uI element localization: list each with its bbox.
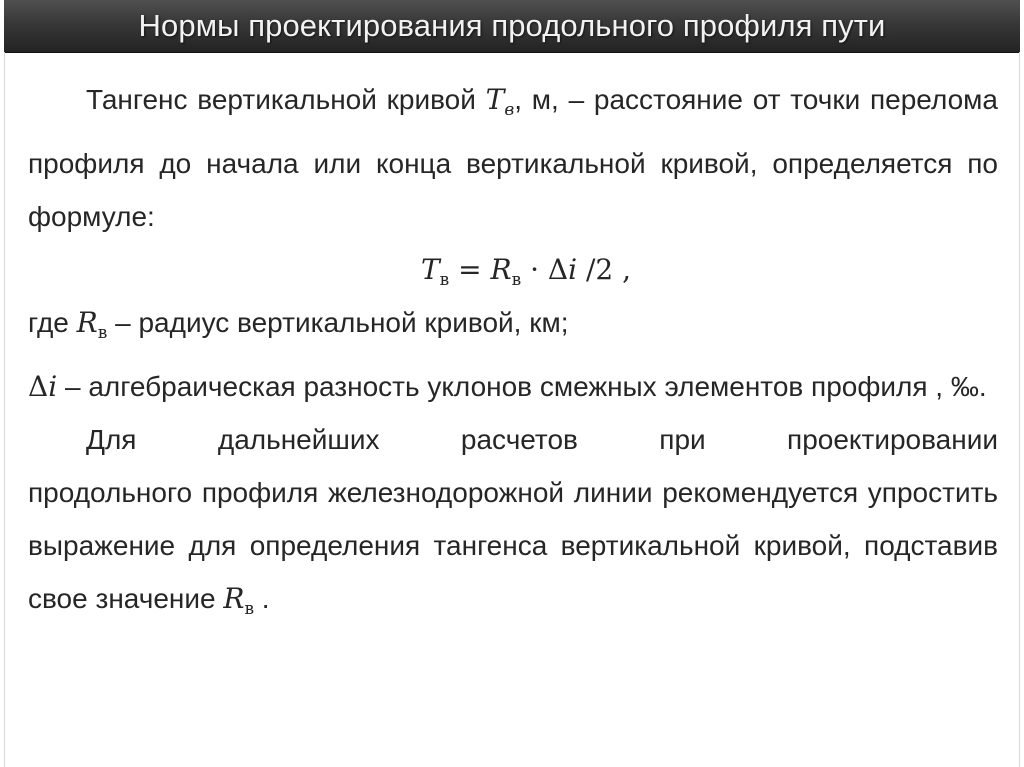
formula-delta: Δ <box>547 253 569 286</box>
i-symbol: i <box>48 370 58 403</box>
formula-radius-symbol: R <box>490 253 512 286</box>
paragraph2-text-after: – радиус вертикальной кривой, км; <box>107 307 569 338</box>
radius-symbol-subscript: в <box>97 323 108 343</box>
formula-divide-two: /2 , <box>577 253 632 286</box>
paragraph1-text-before: Тангенс вертикальной кривой <box>86 84 486 115</box>
radius-symbol: R <box>76 306 98 339</box>
tangent-symbol-subscript: в <box>504 100 515 120</box>
slide-right-border <box>1019 52 1020 767</box>
paragraph3-text: – алгебраическая разность уклонов смежных элементов профиля , ‰. <box>57 371 987 402</box>
paragraph4-first-line: Для дальнейших расчетов при проектировании <box>86 424 998 455</box>
paragraph4-end: . <box>254 583 270 614</box>
paragraph1-text-after: , м, – расстояние от точки перелома профиля до начала или конца вертикальной кривой, определяется по формуле: <box>28 84 998 232</box>
slide-body <box>28 73 998 636</box>
slide-title: Нормы проектирования продольного профиля пути <box>138 8 886 43</box>
tangent-symbol-letter: T <box>485 83 505 116</box>
paragraph-slope-difference <box>28 360 998 413</box>
formula-i-symbol: i <box>568 253 578 286</box>
radius-symbol-final: R <box>223 582 245 615</box>
paragraph-tangent-definition <box>28 73 998 243</box>
paragraph-recommendation-line1 <box>28 413 998 466</box>
formula-multiply-dot: · <box>521 253 548 286</box>
paragraph4-text: продольного профиля железнодорожной линии рекомендуется упростить выражение для определения тангенса вертикальной кривой, подставив свое значение <box>28 477 998 614</box>
paragraph-radius-definition <box>28 296 998 360</box>
paragraph2-text-before: где <box>28 307 77 338</box>
formula-line <box>28 243 998 296</box>
formula-lhs-symbol: T <box>420 253 440 286</box>
delta-symbol: Δ <box>28 370 49 403</box>
formula-lhs-subscript: в <box>439 270 450 290</box>
radius-symbol-final-subscript: в <box>244 599 255 619</box>
formula-radius-subscript: в <box>511 270 522 290</box>
slide-left-border <box>4 52 5 767</box>
title-bar <box>4 0 1020 53</box>
tangent-symbol <box>485 83 515 120</box>
formula-equals: = <box>449 253 491 286</box>
paragraph-recommendation-rest <box>28 466 998 636</box>
